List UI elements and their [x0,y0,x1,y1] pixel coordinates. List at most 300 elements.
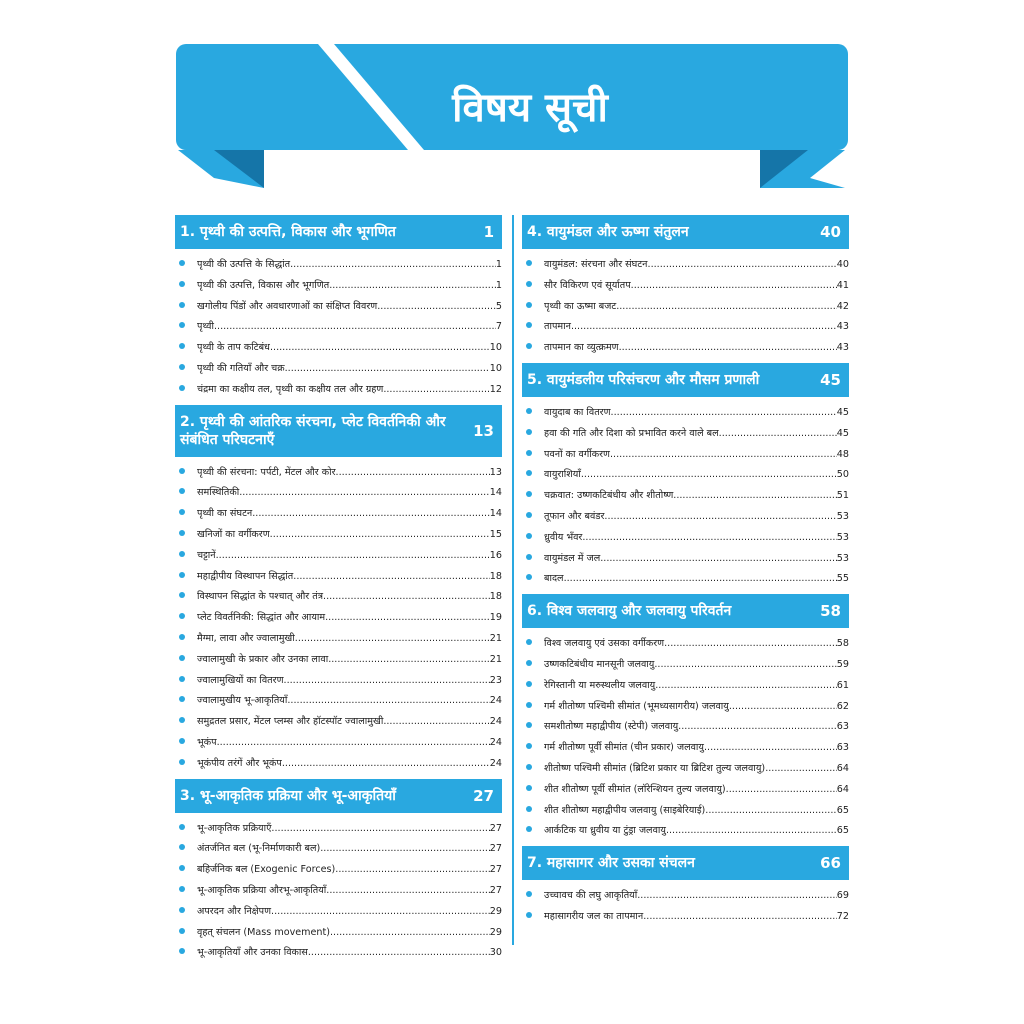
entry-title: विश्व जलवायु एवं उसका वर्गीकरण [544,638,665,650]
dot-leader [765,759,837,780]
dot-leader [290,255,496,276]
toc-entry [175,650,502,671]
toc-entry [175,338,502,359]
dot-leader [705,801,836,822]
dot-leader [611,403,837,424]
entry-title: भूकंपीय तरंगें और भूकंप [197,757,282,769]
dot-leader [610,445,837,466]
entry-title: महाद्वीपीय विस्थापन सिद्धांत [197,570,294,582]
entry-title: समुद्रतल प्रसार, मेंटल प्लम्स और हॉटस्पॉट ज्वालामुखी [197,716,384,728]
toc-entry [175,504,502,525]
chapter-topic-list [522,634,849,842]
toc-entry [175,943,502,964]
entry-title: ध्रुवीय भँवर [544,531,583,543]
entry-page-number: 10 [489,342,502,354]
chapter-page-number: 1 [483,223,494,241]
bullet-icon [179,530,185,536]
entry-title: पृथ्वी की उत्पत्ति, विकास और भूगणित [197,279,330,291]
entry-page-number: 58 [836,638,849,650]
entry-title: विस्थापन सिद्धांत के पश्चात् और तंत्र [197,591,324,603]
toc-entry [175,317,502,338]
toc-entry [522,886,849,907]
chapter-heading [522,846,849,880]
dot-leader [654,655,836,676]
dot-leader [330,923,490,944]
entry-page-number: 40 [836,259,849,270]
toc-entry [175,567,502,588]
bullet-icon [526,785,532,791]
entry-title: पृथ्वी के ताप कटिबंध [197,342,270,354]
entry-page-number: 18 [489,591,502,603]
dot-leader [664,634,837,655]
toc-entry [522,338,849,359]
bullet-icon [179,928,185,934]
dot-leader [323,587,490,608]
entry-page-number: 12 [489,383,502,395]
toc-entry [522,569,849,590]
entry-title: ज्वालामुखियों का वितरण [197,674,284,686]
bullet-icon [526,743,532,749]
entry-title: वायुमंडल में जल [544,552,601,564]
entry-title: महासागरीय जल का तापमान [544,910,644,922]
entry-title: बादल [544,573,564,585]
entry-title: पृथ्वी की संरचना: पर्पटी, मेंटल और कोर [197,466,336,478]
toc-entry [522,907,849,928]
entry-title: तापमान का व्युत्क्रमण [544,342,619,354]
dot-leader [320,839,490,860]
entry-page-number: 64 [836,762,849,774]
toc-entry [175,255,502,276]
toc-entry [175,276,502,297]
bullet-icon [526,260,532,266]
bullet-icon [179,385,185,391]
toc-entry [175,671,502,692]
dot-leader [581,465,837,486]
toc-entry [175,691,502,712]
toc-entry [522,424,849,445]
chapter-topic-list [522,886,849,928]
bullet-icon [179,592,185,598]
bullet-icon [179,509,185,515]
toc-column-right [522,215,849,932]
entry-title: शीत शीतोष्ण महाद्वीपीय जलवायु (साइबेरियाई) [544,804,706,816]
entry-page-number: 29 [489,905,502,917]
entry-page-number: 64 [836,783,849,795]
toc-entry [175,297,502,318]
dot-leader [328,650,490,671]
entry-title: गर्म शीतोष्ण पश्चिमी सीमांत (भूमध्यसागरीय) जलवायु [544,700,729,712]
bullet-icon [179,844,185,850]
entry-page-number: 18 [489,570,502,582]
entry-page-number: 48 [836,448,849,460]
chapter-topic-list [175,463,502,775]
chapter-title: 2. पृथ्वी की आंतरिक संरचना, प्लेट विवर्तनिकी और संबंधित परिघटनाएँ [180,413,446,448]
entry-page-number: 16 [489,549,502,561]
bullet-icon [179,488,185,494]
toc-entry [522,297,849,318]
entry-title: ज्वालामुखी के प्रकार और उनका लावा [197,653,329,665]
bullet-icon [526,533,532,539]
bullet-icon [179,634,185,640]
entry-page-number: 27 [489,822,502,834]
dot-leader [284,671,490,692]
toc-entry [175,712,502,733]
entry-title: उष्णकटिबंधीय मानसूनी जलवायु [544,658,655,670]
dot-leader [325,608,490,629]
dot-leader [270,525,490,546]
toc-entry [175,819,502,840]
entry-page-number: 53 [836,510,849,522]
entry-page-number: 29 [489,926,502,938]
chapter-topic-list [522,403,849,590]
toc-entry [175,923,502,944]
toc-entry [175,860,502,881]
entry-page-number: 62 [836,700,849,712]
dot-leader [666,821,837,842]
toc-entry [522,549,849,570]
dot-leader [285,359,490,380]
dot-leader [295,629,490,650]
bullet-icon [179,676,185,682]
bullet-icon [526,470,532,476]
entry-title: बहिर्जनिक बल (Exogenic Forces) [197,864,336,876]
bullet-icon [179,613,185,619]
bullet-icon [526,408,532,414]
entry-page-number: 24 [489,757,502,769]
bullet-icon [179,260,185,266]
entry-title: उच्चावच की लघु आकृतियाँ [544,890,638,902]
entry-page-number: 43 [836,321,849,333]
entry-title: पवनों का वर्गीकरण [544,448,610,460]
dot-leader [216,546,490,567]
toc-entry [522,801,849,822]
bullet-icon [526,639,532,645]
toc-entry [522,759,849,780]
toc-entry [522,717,849,738]
entry-title: पृथ्वी की गतियाँ और चक्र [197,362,285,374]
bullet-icon [179,364,185,370]
entry-title: पृथ्वी का ऊष्मा बजट [544,300,617,312]
dot-leader [631,276,837,297]
dot-leader [673,486,837,507]
chapter-topic-list [175,819,502,965]
bullet-icon [179,865,185,871]
dot-leader [704,738,837,759]
toc-entry [175,608,502,629]
dot-leader [270,338,490,359]
chapter-page-number: 66 [820,854,841,873]
bullet-icon [526,660,532,666]
entry-page-number: 7 [495,321,502,333]
dot-leader [282,754,490,775]
bullet-icon [526,722,532,728]
bullet-icon [526,281,532,287]
bullet-icon [526,302,532,308]
dot-leader [619,338,837,359]
toc-entry [175,587,502,608]
entry-title: समस्थितिकी [197,487,240,499]
toc-entry [175,733,502,754]
bullet-icon [526,450,532,456]
chapter-topic-list [175,255,502,401]
bullet-icon [179,655,185,661]
entry-title: शीतोष्ण पश्चिमी सीमांत (ब्रिटिश प्रकार या ब्रिटिश तुल्य जलवायु) [544,762,766,774]
entry-title: खनिजों का वर्गीकरण [197,528,270,540]
bullet-icon [526,554,532,560]
toc-entry [522,465,849,486]
entry-page-number: 21 [489,653,502,665]
entry-page-number: 24 [489,695,502,707]
bullet-icon [526,806,532,812]
toc-entry [522,317,849,338]
toc-entry [522,528,849,549]
toc-entry [522,738,849,759]
toc-entry [522,276,849,297]
entry-page-number: 63 [836,721,849,733]
toc-entry [522,445,849,466]
toc-entry [175,629,502,650]
bullet-icon [526,681,532,687]
chapter-heading [175,215,502,249]
toc-entry [175,839,502,860]
chapter-title: 7. महासागर और उसका संचलन [527,855,695,872]
toc-entry [522,507,849,528]
bullet-icon [526,491,532,497]
chapter-title: 1. पृथ्वी की उत्पत्ति, विकास और भूगणित [180,224,396,240]
entry-title: वायुमंडल: संरचना और संघटन [544,259,648,270]
entry-title: चक्रवात: उष्णकटिबंधीय और शीतोष्ण [544,490,674,502]
entry-page-number: 14 [489,508,502,520]
bullet-icon [179,824,185,830]
bullet-icon [179,551,185,557]
bullet-icon [179,696,185,702]
entry-page-number: 72 [836,910,849,922]
dot-leader [655,676,837,697]
toc-entry [175,463,502,484]
bullet-icon [179,468,185,474]
dot-leader [616,297,837,318]
entry-page-number: 45 [836,427,849,439]
chapter-page-number: 27 [473,786,494,805]
entry-title: सौर विकिरण एवं सूर्यातप [544,279,631,291]
entry-title: चट्टानें [197,549,216,561]
bullet-icon [526,702,532,708]
entry-page-number: 63 [836,742,849,754]
dot-leader [600,549,837,570]
entry-page-number: 24 [489,736,502,748]
dot-leader [271,819,489,840]
bullet-icon [179,738,185,744]
toc-entry [175,380,502,401]
entry-page-number: 65 [836,804,849,816]
entry-page-number: 42 [836,300,849,312]
dot-leader [604,507,836,528]
entry-title: ज्वालामुखीय भू-आकृतियाँ [197,695,288,707]
bullet-icon [179,717,185,723]
entry-title: समशीतोष्ण महाद्वीपीय (स्टेपी) जलवायु [544,721,679,733]
chapter-title: 4. वायुमंडल और ऊष्मा संतुलन [527,224,689,240]
bullet-icon [526,574,532,580]
bullet-icon [179,886,185,892]
chapter-topic-list [522,255,849,359]
entry-page-number: 1 [495,259,502,270]
bullet-icon [526,826,532,832]
bullet-icon [179,907,185,913]
entry-page-number: 51 [836,490,849,502]
dot-leader [377,297,496,318]
toc-entry [175,881,502,902]
chapter-page-number: 45 [820,370,841,389]
toc-entry [175,359,502,380]
entry-page-number: 23 [489,674,502,686]
dot-leader [287,691,489,712]
chapter-page-number: 40 [820,223,841,241]
entry-page-number: 13 [489,466,502,478]
toc-column-left [175,215,502,968]
entry-page-number: 5 [495,300,502,312]
chapter-heading [175,779,502,813]
entry-page-number: 14 [489,487,502,499]
toc-entry [175,525,502,546]
column-divider [512,215,514,945]
dot-leader [383,380,489,401]
chapter-heading [522,215,849,249]
bullet-icon [179,759,185,765]
dot-leader [308,943,490,964]
dot-leader [336,463,490,484]
entry-page-number: 30 [489,947,502,959]
bullet-icon [179,322,185,328]
entry-page-number: 15 [489,528,502,540]
dot-leader [326,881,490,902]
toc-entry [522,780,849,801]
entry-title: अंतर्जनित बल (भू-निर्माणकारी बल) [197,843,321,855]
bullet-icon [179,343,185,349]
entry-page-number: 19 [489,612,502,624]
bullet-icon [526,512,532,518]
toc-entry [522,697,849,718]
dot-leader [271,902,490,923]
bullet-icon [526,429,532,435]
dot-leader [678,717,837,738]
dot-leader [217,733,490,754]
entry-title: शीत शीतोष्ण पूर्वी सीमांत (लॉरेन्शियन तुल्य जलवायु) [544,783,726,795]
entry-page-number: 65 [836,825,849,837]
chapter-heading [175,405,502,457]
entry-title: पृथ्वी [197,321,214,333]
entry-title: भूकंप [197,736,217,748]
toc-entry [522,634,849,655]
chapter-title: 6. विश्व जलवायु और जलवायु परिवर्तन [527,603,732,620]
chapter-heading [522,363,849,397]
entry-title: पृथ्वी का संघटन [197,508,253,520]
entry-title: मैग्मा, लावा और ज्वालामुखी [197,632,295,644]
entry-title: पृथ्वी की उत्पत्ति के सिद्धांत [197,259,291,270]
dot-leader [571,317,837,338]
dot-leader [582,528,836,549]
entry-page-number: 53 [836,531,849,543]
entry-page-number: 69 [836,890,849,902]
dot-leader [214,317,496,338]
page-title: विषय सूची [452,85,608,131]
entry-title: चंद्रमा का कक्षीय तल, पृथ्वी का कक्षीय तल और ग्रहण [197,383,384,395]
toc-entry [175,754,502,775]
bullet-icon [179,572,185,578]
entry-title: वायुदाब का वितरण [544,406,611,418]
toc-entry [175,546,502,567]
bullet-icon [179,302,185,308]
entry-page-number: 61 [836,679,849,691]
dot-leader [637,886,837,907]
entry-page-number: 45 [836,406,849,418]
bullet-icon [526,764,532,770]
entry-title: हवा की गति और दिशा को प्रभावित करने वाले बल [544,427,719,439]
entry-page-number: 50 [836,469,849,481]
toc-entry [522,403,849,424]
dot-leader [383,712,489,733]
chapter-page-number: 58 [820,602,841,621]
dot-leader [329,276,496,297]
chapter-page-number: 13 [473,421,494,440]
entry-title: रेगिस्तानी या मरुस्थलीय जलवायु [544,679,656,691]
toc-entry [522,676,849,697]
entry-title: तूफान और बवंडर [544,510,605,522]
dot-leader [252,504,490,525]
toc-entry [175,483,502,504]
entry-title: अपरदन और निक्षेपण [197,905,272,917]
dot-leader [293,567,490,588]
bullet-icon [526,322,532,328]
bullet-icon [179,948,185,954]
entry-page-number: 24 [489,716,502,728]
toc-entry [522,821,849,842]
entry-page-number: 1 [495,279,502,291]
bullet-icon [526,891,532,897]
bullet-icon [526,343,532,349]
entry-page-number: 41 [836,279,849,291]
dot-leader [643,907,837,928]
chapter-heading [522,594,849,628]
dot-leader [239,483,490,504]
dot-leader [729,697,837,718]
entry-page-number: 59 [836,658,849,670]
dot-leader [648,255,837,276]
toc-entry [175,902,502,923]
entry-title: भू-आकृतियाँ और उनका विकास [197,947,308,959]
entry-title: भू-आकृतिक प्रक्रियाएँ [197,822,272,834]
entry-title: गर्म शीतोष्ण पूर्वी सीमांत (चीन प्रकार) जलवायु [544,742,704,754]
entry-page-number: 27 [489,843,502,855]
chapter-title: 3. भू-आकृतिक प्रक्रिया और भू-आकृतियाँ [180,787,396,804]
entry-title: प्लेट विवर्तनिकी: सिद्धांत और आयाम [197,612,326,624]
entry-title: वृहत् संचलन (Mass movement) [197,926,330,938]
dot-leader [719,424,837,445]
toc-entry [522,655,849,676]
dot-leader [564,569,837,590]
entry-title: भू-आकृतिक प्रक्रिया औरभू-आकृतियाँ [197,884,327,896]
entry-title: तापमान [544,321,571,333]
toc-entry [522,486,849,507]
entry-page-number: 21 [489,632,502,644]
entry-title: खगोलीय पिंडों और अवधारणाओं का संक्षिप्त विवरण [197,300,378,312]
chapter-title: 5. वायुमंडलीय परिसंचरण और मौसम प्रणाली [527,371,760,388]
entry-page-number: 27 [489,864,502,876]
dot-leader [726,780,837,801]
dot-leader [335,860,490,881]
bullet-icon [179,281,185,287]
entry-title: वायुराशियाँ [544,469,581,481]
entry-page-number: 53 [836,552,849,564]
